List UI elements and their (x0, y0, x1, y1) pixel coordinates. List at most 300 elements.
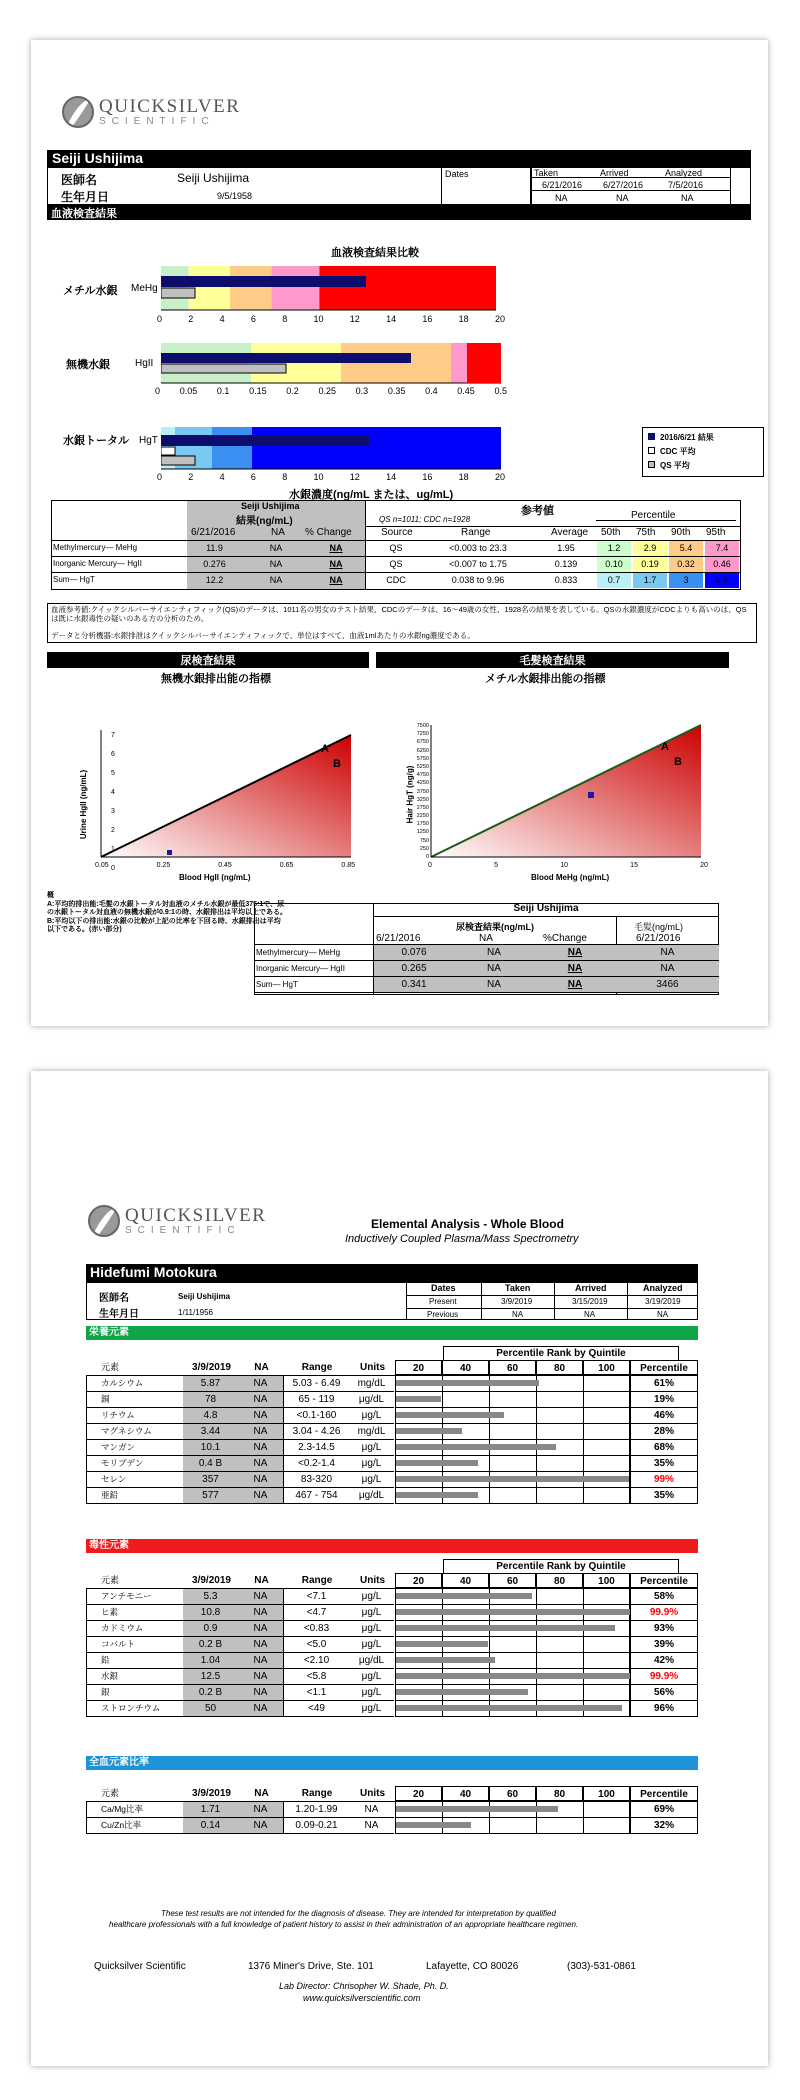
divider (627, 1282, 628, 1320)
tick: 4 (111, 789, 115, 796)
bottom-patient-name: Seiji Ushijima (373, 903, 719, 917)
mehg-ticks (157, 314, 505, 324)
percentile-bar (396, 1412, 504, 1418)
cell-u: μg/L (349, 1685, 394, 1701)
percentile-bar (396, 1641, 488, 1647)
cell-r: 467 - 754 (283, 1488, 349, 1504)
tick: 0.65 (279, 862, 294, 869)
percentile-area (395, 1653, 630, 1669)
tick: 0.5 (494, 386, 507, 396)
quintile-header: Percentile Rank by Quintile (443, 1346, 679, 1360)
cell-na: NA (238, 1456, 283, 1472)
cell-n: アンチモニー (86, 1589, 183, 1605)
cell-na: NA (238, 1818, 283, 1834)
analyzed-label: Analyzed (665, 168, 703, 178)
cell-n: 銅 (86, 1392, 183, 1408)
label-a: A (661, 741, 669, 753)
row-change: NA (329, 543, 343, 553)
tick: 14 (386, 472, 397, 482)
row-value: 11.9 (206, 543, 223, 553)
row-value: 0.276 (203, 559, 226, 569)
cell-n: ヒ素 (86, 1605, 183, 1621)
tick: 7250 (416, 731, 429, 738)
cell-na: NA (238, 1669, 283, 1685)
hgt-qs-bar (161, 456, 195, 465)
patient-name-bar: Seiji Ushijima (47, 150, 751, 167)
arrived-label: Arrived (600, 168, 629, 178)
tick: 6 (111, 751, 115, 758)
cell-na: NA (238, 1621, 283, 1637)
percentile-area (395, 1669, 630, 1685)
col-4: Units (360, 1362, 385, 1373)
tick: 20 (494, 314, 505, 324)
cell-na: NA (238, 1424, 283, 1440)
urine-xticks (95, 862, 355, 869)
footer-web: www.quicksilverscientific.com (303, 1993, 421, 2003)
band-5-red (467, 343, 501, 383)
element-row (31, 1589, 768, 1605)
column-header-row (31, 1573, 768, 1588)
element-row (31, 1376, 768, 1392)
tick: 6750 (416, 739, 429, 746)
col-0: 元素 (101, 1788, 120, 1798)
taken-date: 3/9/2019 (501, 1297, 533, 1306)
col-3: Range (301, 1362, 333, 1373)
tick: 0.2 (286, 386, 299, 396)
percentile-value: 19% (630, 1392, 698, 1408)
cell-v: 0.2 B (183, 1637, 238, 1653)
col-range: Range (461, 527, 491, 538)
element-row (31, 1818, 768, 1834)
tick: 14 (386, 314, 397, 324)
cell-na: NA (238, 1589, 283, 1605)
analyzed-date: 3/19/2019 (645, 1297, 681, 1306)
cell-r: <5.0 (283, 1637, 349, 1653)
row-percentile-0: 0.7 (596, 573, 631, 588)
cell-na: NA (238, 1685, 283, 1701)
cell-na: NA (238, 1653, 283, 1669)
hair-section-bar: 毛髪検査結果 (376, 652, 729, 668)
percentile-value: 56% (630, 1685, 698, 1701)
urine-section-bar: 尿検査結果 (47, 652, 369, 668)
bottom-row (254, 945, 719, 961)
row-change: NA (329, 559, 343, 569)
cell-u: μg/L (349, 1472, 394, 1488)
percentile-value: 99.9% (630, 1605, 698, 1621)
urine-label: 尿検査結果(ng/mL) (456, 922, 534, 932)
arrived-na: NA (584, 1310, 596, 1319)
percentile-value: 61% (630, 1376, 698, 1392)
mehg-label-code: MeHg (131, 283, 158, 294)
cell-n: カドミウム (86, 1621, 183, 1637)
tick: 2750 (416, 804, 429, 811)
tick: 0.3 (355, 386, 369, 396)
col-9: 100 (583, 1573, 630, 1588)
percentile-bar (396, 1492, 478, 1498)
nutrient-section-bar: 栄養元素 (86, 1326, 698, 1340)
company-logo (87, 1201, 266, 1241)
legend-result: 2016/6/21 結果 (648, 431, 758, 445)
cell-v: 50 (183, 1701, 238, 1717)
note-head: 概 (47, 892, 54, 899)
tick: 5250 (416, 763, 429, 770)
cell-n: カルシウム (86, 1376, 183, 1392)
hgii-result-bar (161, 353, 411, 363)
percentile-bar (396, 1428, 462, 1434)
bottom-cell-0: Methylmercury— MeHg (256, 948, 341, 957)
tick: 0.25 (318, 386, 336, 396)
percentile-value: 93% (630, 1621, 698, 1637)
row-na: NA (269, 559, 283, 569)
cell-n: 銀 (86, 1685, 183, 1701)
taken-date: 6/21/2016 (542, 180, 583, 190)
col-6: 40 (442, 1360, 489, 1375)
col-p50: 50th (601, 527, 621, 538)
footer-company: Quicksilver Scientific (94, 1961, 186, 1972)
tick: 7500 (416, 723, 429, 729)
tick: 3 (111, 808, 115, 815)
divider (481, 1282, 482, 1320)
cell-r: <2.10 (283, 1653, 349, 1669)
percentile-area (395, 1440, 630, 1456)
cell-r: <7.1 (283, 1589, 349, 1605)
cell-r: 3.04 - 4.26 (283, 1424, 349, 1440)
percentile-bar (396, 1822, 471, 1828)
row-analyte: Methylmercury— MeHg (53, 543, 138, 552)
cell-na: NA (238, 1472, 283, 1488)
col-7: 60 (489, 1786, 536, 1801)
tick: 4750 (416, 772, 429, 779)
col-1: 3/9/2019 (192, 1575, 231, 1586)
bottom-cell-4: NA (616, 945, 719, 960)
cell-r: <4.7 (283, 1605, 349, 1621)
cell-n: モリブデン (86, 1456, 183, 1472)
row-range: 0.038 to 9.96 (451, 575, 505, 585)
tick: 0.45 (457, 386, 475, 396)
tick: 5750 (416, 755, 429, 762)
tick: 4 (219, 472, 225, 482)
analyzed-na: NA (657, 1310, 669, 1319)
row-range: <0.007 to 1.75 (449, 559, 507, 569)
divider (531, 190, 731, 191)
row-percentile-2: 3 (668, 573, 703, 588)
dates-label: Dates (445, 169, 469, 179)
arrived-date: 6/27/2016 (603, 180, 644, 190)
cell-u: μg/dL (349, 1392, 394, 1408)
ref-label: 参考値 (521, 505, 554, 517)
cell-na: NA (238, 1701, 283, 1717)
col-2: NA (254, 1788, 269, 1799)
cell-u: NA (349, 1802, 394, 1818)
note-reference: 血液参考値:クイックシルバーサイエンティフィック(QS)のデータは、1011名の男女のテスト結果、CDCのデータは、16〜49歳の女性、1928名の結果を表している。QSの水銀濃度がCDCよりも高いのは、QSは既に水銀毒性の疑いのある方の分析のため。 (51, 605, 747, 623)
col-change: % Change (305, 527, 352, 538)
arrived-label: Arrived (575, 1283, 607, 1293)
bottom-cell-2: NA (454, 961, 534, 976)
cell-r: <5.8 (283, 1669, 349, 1685)
percentile-value: 32% (630, 1818, 698, 1834)
tick: 0.05 (179, 386, 198, 396)
col-date: 6/21/2016 (191, 527, 236, 538)
percentile-area (395, 1589, 630, 1605)
divider (406, 1295, 698, 1296)
col-9: 100 (583, 1360, 630, 1375)
percentile-area (395, 1456, 630, 1472)
cell-r: 2.3-14.5 (283, 1440, 349, 1456)
col-1: 3/9/2019 (192, 1362, 231, 1373)
tick: 6 (250, 314, 256, 324)
element-row (31, 1802, 768, 1818)
percentile-bar (396, 1460, 478, 1466)
label-b: B (674, 756, 682, 768)
previous-label: Previous (427, 1310, 459, 1319)
legend-swatch (648, 447, 655, 454)
band-3 (212, 427, 252, 469)
urine-chart-title: 無機水銀排出能の指標 (161, 673, 271, 685)
tick: 0.4 (425, 386, 438, 396)
cell-u: μg/L (349, 1440, 394, 1456)
tick: 7 (111, 732, 115, 739)
tick: 2250 (416, 813, 429, 820)
taken-na: NA (555, 193, 568, 203)
hgii-label-jp: 無機水銀 (66, 359, 110, 371)
cell-v: 0.4 B (183, 1456, 238, 1472)
percentile-bar (396, 1806, 558, 1812)
cell-v: 357 (183, 1472, 238, 1488)
cell-v: 78 (183, 1392, 238, 1408)
ref-sample-size: QS n=1011; CDC n=1928 (379, 515, 471, 524)
dob-value: 9/5/1958 (217, 191, 253, 201)
percentile-area (395, 1488, 630, 1504)
cell-r: 0.09-0.21 (283, 1818, 349, 1834)
element-row (31, 1653, 768, 1669)
legend-swatch (648, 461, 655, 468)
hgt-label-code: HgT (139, 435, 158, 446)
bottom-cell-4: NA (616, 961, 719, 976)
bt-date: 6/21/2016 (376, 933, 421, 944)
tick: 0 (157, 472, 163, 482)
hgii-label-code: HgII (135, 358, 154, 369)
note-body: A:平均的排出能:毛髪の水銀トータル対血液のメチル水銀が最低375:1で、尿の水銀トータル対血液の無機水銀が0.9:1の時、水銀排出は平均以上である。B:平均以下の排出能:水銀の比較が上記の比率を下回る時、水銀排出は平均以下である。(赤い部分) (47, 900, 287, 933)
tick: 6 (250, 472, 256, 482)
tick: 0.1 (216, 386, 230, 396)
element-row (31, 1408, 768, 1424)
col-5: 20 (395, 1360, 442, 1375)
element-row (31, 1424, 768, 1440)
percentile-value: 42% (630, 1653, 698, 1669)
cell-v: 577 (183, 1488, 238, 1504)
cell-n: マンガン (86, 1440, 183, 1456)
tick: 18 (458, 314, 469, 324)
col-8: 80 (536, 1786, 583, 1801)
tick: 6250 (416, 747, 429, 754)
cell-n: コバルト (86, 1637, 183, 1653)
col-2: NA (254, 1575, 269, 1586)
result-row (51, 540, 741, 556)
band-3 (230, 266, 271, 310)
col-3: Range (301, 1788, 333, 1799)
cell-u: mg/dL (349, 1424, 394, 1440)
tick: 250 (419, 845, 429, 852)
cell-v: 5.3 (183, 1589, 238, 1605)
percentile-area (395, 1802, 630, 1818)
col-na: NA (271, 527, 285, 538)
percentile-bar (396, 1396, 441, 1402)
cell-v: 0.14 (183, 1818, 238, 1834)
cell-v: 10.8 (183, 1605, 238, 1621)
row-analyte: Inorganic Mercury— HgII (53, 559, 142, 568)
tick: 0.15 (249, 386, 267, 396)
hgt-result-bar (161, 435, 369, 446)
percentile-bar (396, 1444, 556, 1450)
percentile-value: 46% (630, 1408, 698, 1424)
urine-chart (81, 680, 361, 870)
present-label: Present (429, 1297, 457, 1306)
tick: 0 (157, 314, 163, 324)
doctor-label: 医師名 (61, 173, 98, 187)
row-source: QS (389, 559, 403, 569)
cell-n: Cu/Zn比率 (86, 1818, 183, 1834)
disclaimer-line1: These test results are not intended for the diagnosis of disease. They are intended for interpretation by qualified (161, 1909, 556, 1918)
cell-n: 鉛 (86, 1653, 183, 1669)
hair-xticks (428, 862, 708, 869)
hair-chart-title: メチル水銀排出能の指標 (485, 673, 606, 685)
tick: 5 (494, 862, 498, 869)
percentile-value: 28% (630, 1424, 698, 1440)
chart-legend (642, 427, 764, 477)
col-average: Average (551, 527, 589, 538)
row-range: <0.003 to 23.3 (449, 543, 507, 553)
divider (406, 1308, 698, 1309)
row-na: NA (269, 575, 283, 585)
taken-label: Taken (505, 1283, 531, 1293)
cell-r: <0.83 (283, 1621, 349, 1637)
col-5: 20 (395, 1786, 442, 1801)
cell-r: <0.1-160 (283, 1408, 349, 1424)
percentile-bar (396, 1657, 495, 1663)
cell-u: μg/L (349, 1456, 394, 1472)
logo-line1: QUICKSILVER (125, 1204, 267, 1226)
bottom-cell-2: NA (454, 945, 534, 960)
divider (554, 1282, 555, 1320)
logo-line1: QUICKSILVER (99, 95, 241, 117)
col-source: Source (381, 527, 413, 538)
legend-qs: QS 平均 (648, 459, 758, 473)
cell-n: セレン (86, 1472, 183, 1488)
label-a: A (321, 743, 329, 755)
cell-na: NA (238, 1392, 283, 1408)
excretion-note (47, 892, 287, 935)
cell-u: μg/L (349, 1669, 394, 1685)
col-10: Percentile (630, 1573, 698, 1588)
tick: 2 (188, 314, 194, 324)
col-2: NA (254, 1362, 269, 1373)
doctor-name: Seiji Ushijima (177, 171, 250, 185)
tick: 0.85 (341, 862, 355, 869)
cell-na: NA (238, 1637, 283, 1653)
percentile-bar (396, 1609, 631, 1615)
ratio-section-bar: 全血元素比率 (86, 1756, 698, 1770)
cell-n: マグネシウム (86, 1424, 183, 1440)
report-page-2 (31, 1071, 768, 2066)
dob-label: 生年月日 (61, 190, 110, 204)
cell-r: <0.2-1.4 (283, 1456, 349, 1472)
tick: 12 (349, 472, 360, 482)
col-8: 80 (536, 1360, 583, 1375)
row-average: 1.95 (557, 543, 575, 553)
band-4 (271, 266, 319, 310)
blood-section-bar: 血液検査結果 (47, 205, 751, 220)
bottom-cell-1: 0.341 (374, 977, 454, 992)
cell-u: μg/dL (349, 1653, 394, 1669)
tick: 18 (458, 472, 469, 482)
percentile-value: 99% (630, 1472, 698, 1488)
tick: 0 (155, 386, 161, 396)
cell-u: μg/L (349, 1589, 394, 1605)
col-1: 3/9/2019 (192, 1788, 231, 1799)
element-row (31, 1456, 768, 1472)
tick: 1 (111, 846, 115, 853)
report-subtitle: Inductively Coupled Plasma/Mass Spectrometry (345, 1233, 579, 1245)
percentile-bar (396, 1705, 622, 1711)
col-5: 20 (395, 1573, 442, 1588)
percentile-value: 35% (630, 1488, 698, 1504)
percentile-area (395, 1605, 630, 1621)
divider (596, 520, 736, 521)
note-data: データと分析機器:水銀排泄はクイックシルバーサイエンティフィックで、単位はすべて、血液1mlあたりの水銀ng濃度である。 (51, 631, 475, 640)
hair-label: 毛髪(ng/mL) (634, 922, 684, 932)
hgt-ticks (157, 472, 505, 482)
cell-v: 1.04 (183, 1653, 238, 1669)
tick: 20 (700, 862, 708, 869)
percentile-area (395, 1637, 630, 1653)
tick: 12 (349, 314, 360, 324)
bottom-cell-3: NA (534, 945, 616, 960)
row-percentile-0: 0.10 (596, 557, 631, 572)
col-6: 40 (442, 1573, 489, 1588)
element-row (31, 1392, 768, 1408)
percentile-area (395, 1472, 630, 1488)
cell-na: NA (238, 1605, 283, 1621)
bottom-cell-3: NA (534, 977, 616, 992)
col-p95: 95th (706, 527, 726, 538)
cell-n: ストロンチウム (86, 1701, 183, 1717)
result-patient-name: Seiji Ushijima (241, 501, 300, 511)
element-row (31, 1685, 768, 1701)
col-8: 80 (536, 1573, 583, 1588)
tick: 0 (425, 854, 429, 860)
taken-na: NA (512, 1310, 524, 1319)
percentile-bar (396, 1625, 615, 1631)
cell-n: リチウム (86, 1408, 183, 1424)
percentile-bar (396, 1593, 532, 1599)
hair-chart (401, 680, 731, 870)
col-7: 60 (489, 1360, 536, 1375)
tick: 4 (219, 314, 225, 324)
disclaimer-line2: healthcare professionals with a full knowledge of patient history to assist in their administration of an appropriate healthcare regimen. (109, 1920, 579, 1929)
cell-na: NA (238, 1488, 283, 1504)
cell-v: 3.44 (183, 1424, 238, 1440)
tick: 0 (111, 865, 115, 872)
col-0: 元素 (101, 1362, 120, 1372)
cell-na: NA (238, 1802, 283, 1818)
mehg-label-jp: メチル水銀 (63, 285, 118, 297)
column-header-row (31, 1786, 768, 1801)
analyzed-na: NA (681, 193, 694, 203)
cell-u: NA (349, 1818, 394, 1834)
cell-n: 亜鉛 (86, 1488, 183, 1504)
tick: 2 (111, 827, 115, 834)
cell-v: 12.5 (183, 1669, 238, 1685)
